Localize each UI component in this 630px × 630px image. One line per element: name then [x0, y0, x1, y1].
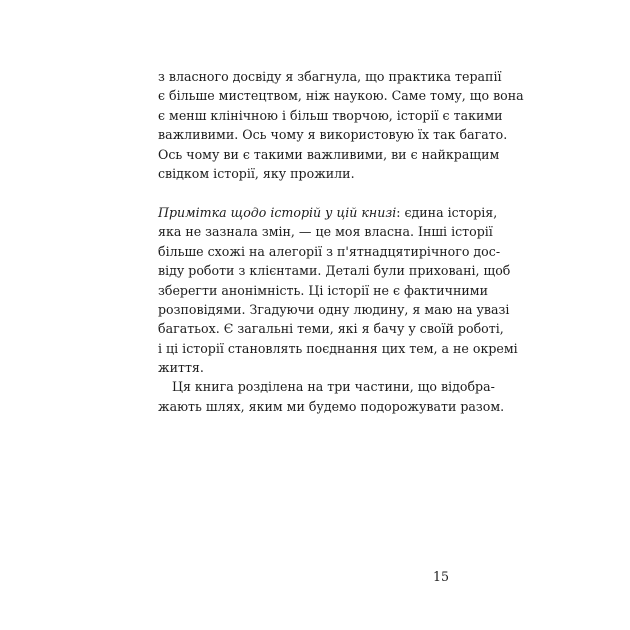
note-heading: Примітка щодо історій у цій книзі — [158, 204, 397, 220]
text-line: Ось чому ви є такими важливими, ви є найкращим — [158, 146, 500, 162]
text-line: є більше мистецтвом, ніж наукою. Саме тому, що вона — [158, 88, 524, 104]
note-heading-rest: : єдина історія, — [396, 204, 498, 220]
paragraph-book-structure — [158, 377, 505, 416]
paragraph-note-on-stories — [158, 203, 518, 378]
text-line: багатьох. Є загальні теми, які я бачу у своїй роботі, — [158, 321, 504, 337]
text-line: зберегти анонімність. Ці історії не є фактичними — [158, 282, 488, 298]
text-line: більше схожі на алегорії з п'ятнадцятирічного дос- — [158, 243, 501, 259]
text-line: свідком історії, яку прожили. — [158, 165, 355, 181]
paragraph-gap — [158, 183, 448, 203]
text-line: з власного досвіду я збагнула, що практика терапії — [158, 69, 502, 84]
page-number: 15 — [432, 569, 449, 584]
text-line: розповідями. Згадуючи одну людину, я маю на увазі — [158, 301, 510, 317]
text-line: і ці історії становлять поєднання цих тем, а не окремі — [158, 340, 518, 356]
body-text — [158, 67, 524, 416]
paragraph-experience — [158, 67, 524, 183]
text-line: є менш клінічною і більш творчою, історії є такими — [158, 107, 503, 123]
text-line: Ця книга розділена на три частини, що відобра- — [172, 379, 495, 395]
text-line — [158, 203, 498, 222]
text-line: жають шлях, яким ми будемо подорожувати разом. — [158, 398, 505, 414]
text-line: життя. — [158, 360, 204, 376]
text-line: важливими. Ось чому я використовую їх так багато. — [158, 127, 508, 143]
text-line: яка не зазнала змін, — це моя власна. Інші історії — [158, 224, 493, 240]
text-line: віду роботи з клієнтами. Деталі були приховані, щоб — [158, 263, 511, 279]
